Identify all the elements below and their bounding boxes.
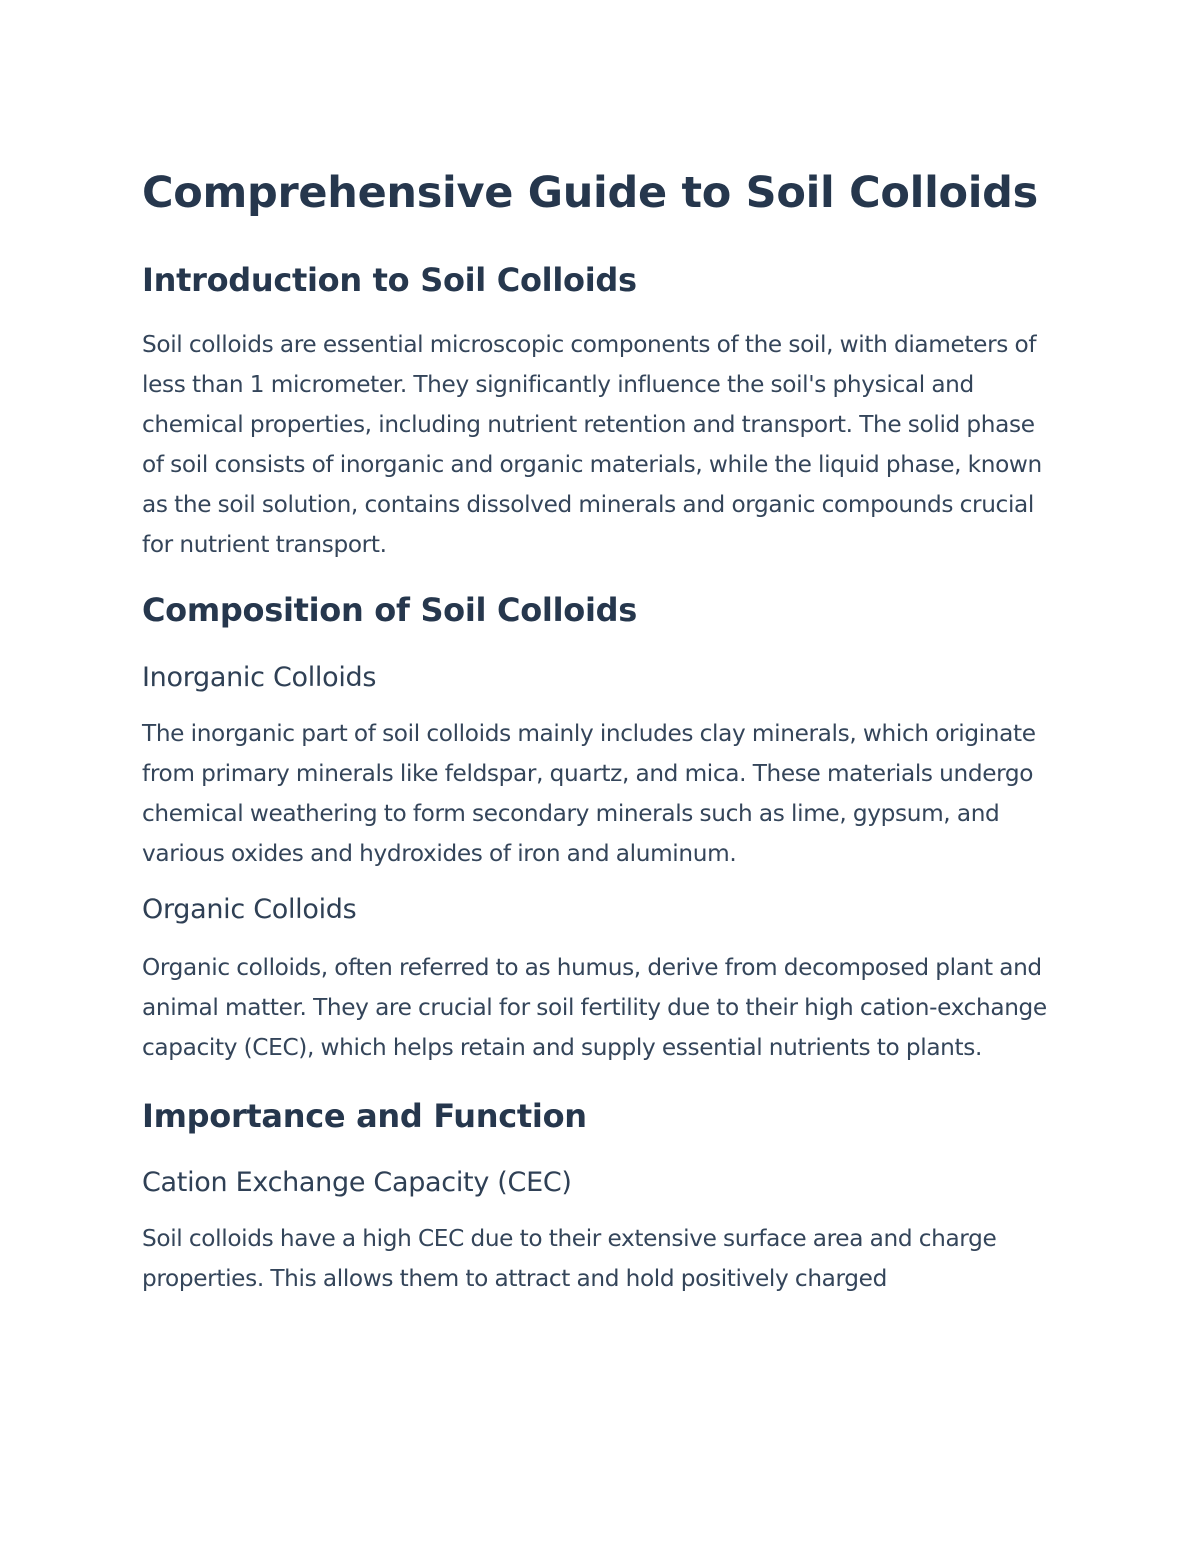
- organic-paragraph: Organic colloids, often referred to as humus, derive from decomposed plant and animal matter. They are crucial for soil fertility due to their high cation-exchange capacity (CEC), which helps retain and supply essential nutrients to plants.: [142, 954, 1047, 1061]
- document-page: [142, 163, 1052, 1299]
- cec-paragraph: Soil colloids have a high CEC due to their extensive surface area and charge properties. This allows them to attract and hold positively charged: [142, 1225, 997, 1292]
- subsection-heading-cec: Cation Exchange Capacity (CEC): [142, 1167, 572, 1198]
- subsection-heading-inorganic: Inorganic Colloids: [142, 662, 377, 693]
- section-heading-composition: Composition of Soil Colloids: [142, 591, 637, 629]
- section-heading-importance: Importance and Function: [142, 1097, 587, 1135]
- inorganic-paragraph: The inorganic part of soil colloids mainly includes clay minerals, which originate from primary minerals like feldspar, quartz, and mica. These materials undergo chemical weathering to form secondary minerals such as lime, gypsum, and various oxides and hydroxides of iron and aluminum.: [142, 720, 1036, 867]
- document-title: Comprehensive Guide to Soil Colloids: [142, 168, 1038, 218]
- subsection-heading-organic: Organic Colloids: [142, 894, 357, 925]
- introduction-paragraph: Soil colloids are essential microscopic components of the soil, with diameters of less than 1 micrometer. They significantly influence the soil's physical and chemical properties, including nutrient retention and transport. The solid phase of soil consists of inorganic and organic materials, while the liquid phase, known as the soil solution, contains dissolved minerals and organic compounds crucial for nutrient transport.: [142, 331, 1042, 558]
- section-heading-introduction: Introduction to Soil Colloids: [142, 261, 637, 299]
